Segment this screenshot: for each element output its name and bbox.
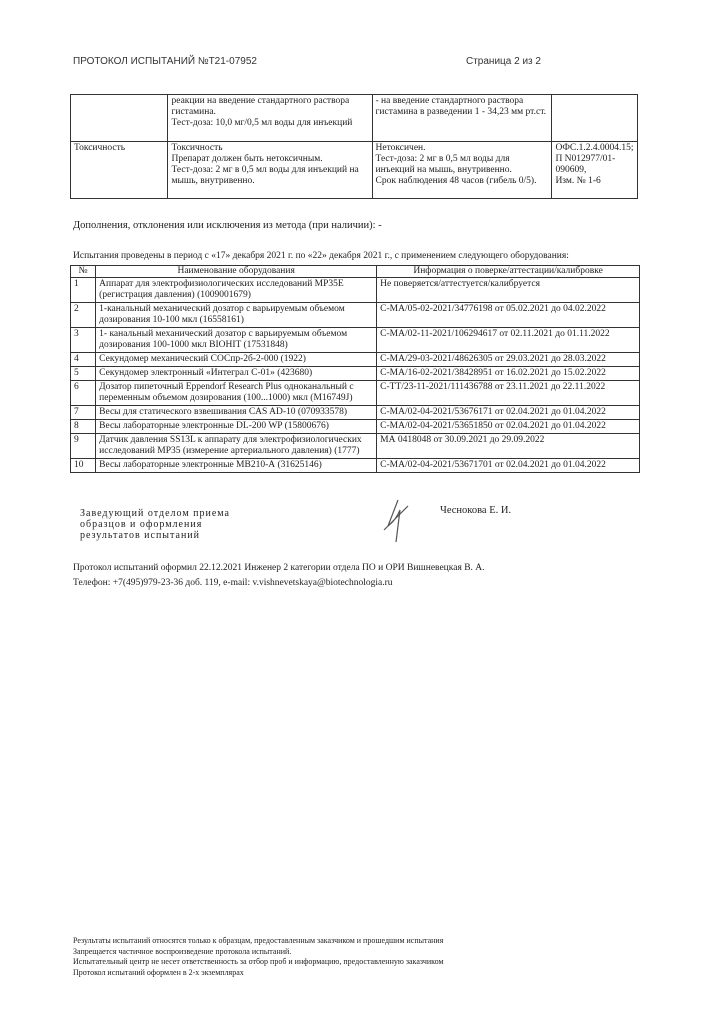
row-number: 1 <box>71 278 96 303</box>
row-number: 6 <box>71 381 96 406</box>
footer-notes <box>73 936 444 978</box>
verification-info: С-МА/02-04-2021/53676171 от 02.04.2021 до 01.04.2022 <box>377 406 640 420</box>
cell-requirement: Токсичность Препарат должен быть нетоксичным. Тест-доза: 2 мг в 0,5 мл воды для инъекций на мышь, внутривенно. <box>168 142 372 199</box>
verification-info: Не поверяется/аттестуется/калибруется <box>377 278 640 303</box>
row-number: 4 <box>71 353 96 367</box>
row-number: 5 <box>71 367 96 381</box>
table-row <box>71 142 638 199</box>
cell-result: - на введение стандартного раствора гистамина в разведении 1 - 34,23 мм рт.ст. <box>372 95 552 142</box>
cell-method: ОФС.1.2.4.0004.15; П N012977/01-090609, Изм. № 1-6 <box>552 142 638 199</box>
table-row <box>71 420 640 434</box>
table-row <box>71 367 640 381</box>
table-header <box>71 266 640 278</box>
additions-text: Дополнения, отклонения или исключения из метода (при наличии): - <box>73 220 382 231</box>
table-row <box>71 353 640 367</box>
row-number: 3 <box>71 328 96 353</box>
header-verification: Информация о поверке/аттестации/калибровке <box>377 266 640 278</box>
row-number: 2 <box>71 303 96 328</box>
verification-info: С-ТТ/23-11-2021/111436788 от 23.11.2021 до 22.11.2022 <box>377 381 640 406</box>
cell-requirement: реакции на введение стандартного раствора гистамина. Тест-доза: 10,0 мг/0,5 мл воды для инъекций <box>168 95 372 142</box>
verification-info: С-МА/02-04-2021/53671701 от 02.04.2021 до 01.04.2022 <box>377 459 640 473</box>
table-row <box>71 328 640 353</box>
row-number: 9 <box>71 434 96 459</box>
verification-info: С-МА/05-02-2021/34776198 от 05.02.2021 до 04.02.2022 <box>377 303 640 328</box>
verification-info: С-МА/02-04-2021/53651850 от 02.04.2021 до 01.04.2022 <box>377 420 640 434</box>
signature-mark <box>370 496 420 548</box>
equipment-table <box>70 265 640 473</box>
equipment-name: 1- канальный механический дозатор с варьируемым объемом дозирования 100-1000 мкл BIOHIT (17531848) <box>96 328 377 353</box>
row-number: 10 <box>71 459 96 473</box>
row-number: 8 <box>71 420 96 434</box>
equipment-name: Весы для статического взвешивания CAS AD-10 (070933578) <box>96 406 377 420</box>
protocol-title: ПРОТОКОЛ ИСПЫТАНИЙ №Т21-07952 <box>73 56 257 67</box>
table-row <box>71 278 640 303</box>
row-number: 7 <box>71 406 96 420</box>
signatory-name: Чеснокова Е. И. <box>440 505 512 516</box>
verification-info: С-МА/16-02-2021/38428951 от 16.02.2021 до 15.02.2022 <box>377 367 640 381</box>
table-row <box>71 434 640 459</box>
equipment-name: Секундомер механический СОСпр-2б-2-000 (1922) <box>96 353 377 367</box>
table-row <box>71 303 640 328</box>
equipment-name: 1-канальный механический дозатор с варьируемым объемом дозирования 10-100 мкл (16558161) <box>96 303 377 328</box>
cell-indicator: Токсичность <box>71 142 168 199</box>
equipment-name: Дозатор пипеточный Eppendorf Research Plus одноканальный с переменным объемом дозирования (100...1000) мкл (М16749J) <box>96 381 377 406</box>
equipment-name: Весы лабораторные электронные МВ210-А (31625146) <box>96 459 377 473</box>
issued-by: Протокол испытаний оформил 22.12.2021 Инженер 2 категории отдела ПО и ОРИ Вишневецкая В. А. <box>73 563 485 573</box>
footer-line: Результаты испытаний относятся только к образцам, предоставленным заказчиком и прошедшим испытания <box>73 936 444 945</box>
verification-info: С-МА/29-03-2021/48626305 от 29.03.2021 до 28.03.2022 <box>377 353 640 367</box>
equipment-name: Датчик давления SS13L к аппарату для электрофизиологических исследований МР35 (измерение артериального давления) (1777) <box>96 434 377 459</box>
footer-line: Протокол испытаний оформлен в 2-х экземплярах <box>73 967 244 977</box>
test-period: Испытания проведены в период с «17» декабря 2021 г. по «22» декабря 2021 г., с применением следующего оборудования: <box>73 251 569 261</box>
verification-info: С-МА/02-11-2021/106294617 от 02.11.2021 до 01.11.2022 <box>377 328 640 353</box>
footer-line: Запрещается частичное воспроизведение протокола испытаний. <box>73 946 292 956</box>
table-row <box>71 406 640 420</box>
equipment-name: Секундомер электронный «Интеграл С-01» (423680) <box>96 367 377 381</box>
contacts: Телефон: +7(495)979-23-36 доб. 119, e-mail: v.vishnevetskaya@biotechnologia.ru <box>73 578 393 588</box>
equipment-name: Весы лабораторные электронные DL-200 WP (15800676) <box>96 420 377 434</box>
signatory-title: Заведующий отделом приема образцов и оформления результатов испытаний <box>80 508 230 541</box>
verification-info: МА 0418048 от 30.09.2021 до 29.09.2022 <box>377 434 640 459</box>
equipment-name: Аппарат для электрофизиологических исследований МР35Е (регистрация давления) (1009001679) <box>96 278 377 303</box>
page-number: Страница 2 из 2 <box>466 56 541 67</box>
table-row <box>71 459 640 473</box>
results-table <box>70 94 638 199</box>
cell-indicator <box>71 95 168 142</box>
table-row <box>71 381 640 406</box>
header-number: № <box>71 266 96 278</box>
footer-line: Испытательный центр не несет ответственность за отбор проб и информацию, предоставленную заказчиком <box>73 957 444 966</box>
table-row <box>71 95 638 142</box>
cell-result: Нетоксичен. Тест-доза: 2 мг в 0,5 мл воды для инъекций на мышь, внутривенно. Срок наблюдения 48 часов (гибель 0/5). <box>372 142 552 199</box>
header-equipment: Наименование оборудования <box>96 266 377 278</box>
cell-method <box>552 95 638 142</box>
